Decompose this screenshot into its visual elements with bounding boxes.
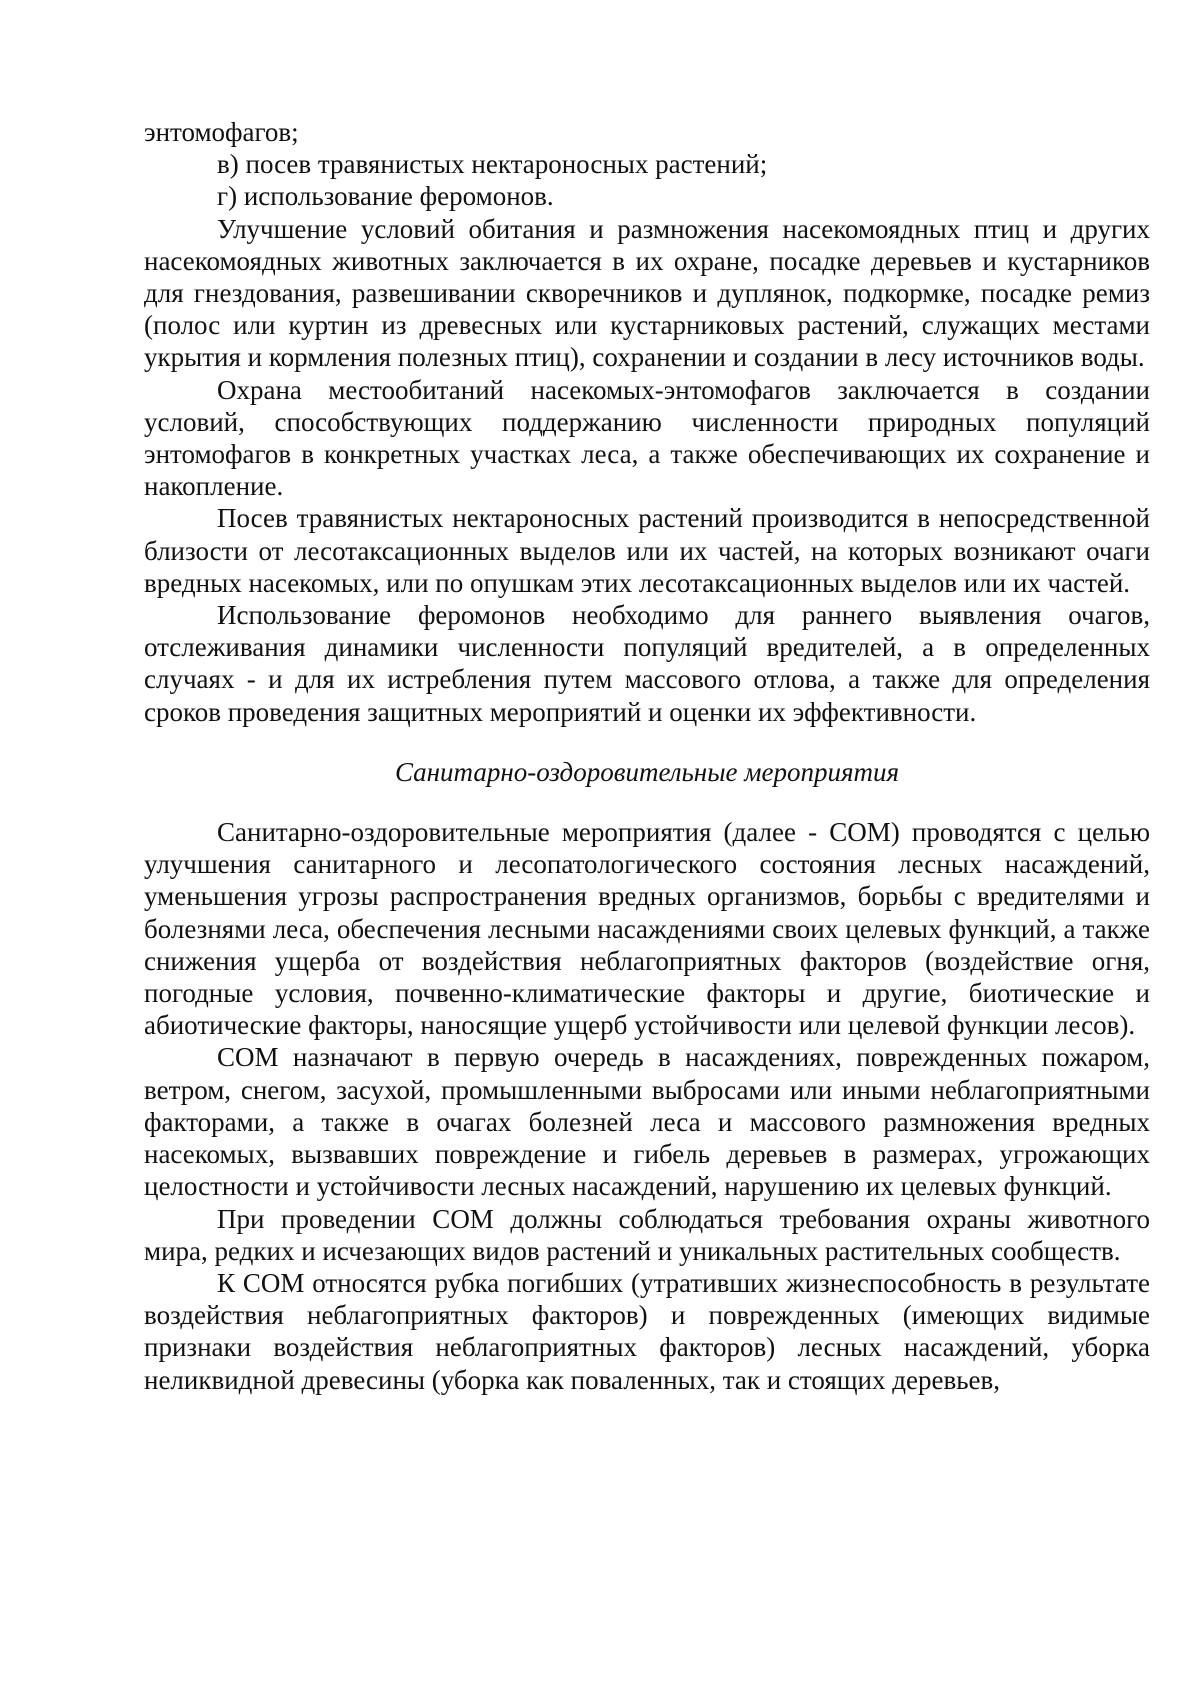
paragraph-som-definition: Санитарно-оздоровительные мероприятия (далее - СОМ) проводятся с целью улучшения санитарного и лесопатологического состояния лесных насаждений, уменьшения угрозы распространения вредных организмов, борьбы с вредителями и болезнями леса, обеспечения лесными насаждениями своих целевых функций, а также снижения ущерба от воздействия неблагоприятных факторов (воздействие огня, погодные условия, почвенно-климатические факторы и другие, биотические и абиотические факторы, наносящие ущерб устойчивости или целевой функции лесов). (144, 817, 1150, 1041)
paragraph-birds: Улучшение условий обитания и размножения насекомоядных птиц и других насекомоядных животных заключается в их охране, посадке деревьев и кустарников для гнездования, развешивании скворечников и дуплянок, подкормке, посадке ремиз (полос или куртин из древесных или кустарниковых растений, служащих местами укрытия и кормления полезных птиц), сохранении и создании в лесу источников воды. (144, 213, 1150, 373)
paragraph-sowing: Посев травянистых нектароносных растений производится в непосредственной близости от лесотаксационных выделов или их частей, на которых возникают очаги вредных насекомых, или по опушкам этих лесотаксационных выделов или их частей. (144, 503, 1150, 598)
paragraph-entomophages: Охрана местообитаний насекомых-энтомофагов заключается в создании условий, способствующих поддержанию численности природных популяций энтомофагов в конкретных участках леса, а также обеспечивающих их сохранение и накопление. (144, 374, 1150, 502)
section-heading: Санитарно-оздоровительные мероприятия (394, 756, 900, 787)
paragraph-som-requirements: При проведении СОМ должны соблюдаться требования охраны животного мира, редких и исчезающих видов растений и уникальных растительных сообществ. (144, 1203, 1150, 1266)
paragraph-som-assignment: СОМ назначают в первую очередь в насаждениях, поврежденных пожаром, ветром, снегом, засухой, промышленными выбросами или иными неблагоприятными факторами, а также в очагах болезней леса и массового размножения вредных насекомых, вызвавших повреждение и гибель деревьев в размерах, угрожающих целостности и устойчивости лесных насаждений, нарушению их целевых функций. (144, 1042, 1150, 1202)
paragraph-som-types: К СОМ относятся рубка погибших (утративших жизнеспособность в результате воздействия неблагоприятных факторов) и поврежденных (имеющих видимые признаки воздействия неблагоприятных факторов) лесных насаждений, уборка неликвидной древесины (уборка как поваленных, так и стоящих деревьев, (144, 1267, 1150, 1395)
paragraph-pheromones: Использование феромонов необходимо для раннего выявления очагов, отслеживания динамики численности популяций вредителей, а в определенных случаях - и для их истребления путем массового отлова, а также для определения сроков проведения защитных мероприятий и оценки их эффективности. (144, 600, 1150, 727)
list-item-v: в) посев травянистых нектароносных растений; (217, 149, 768, 180)
list-item-g: г) использование феромонов. (217, 181, 554, 212)
paragraph-continuation: энтомофагов; (144, 117, 299, 147)
